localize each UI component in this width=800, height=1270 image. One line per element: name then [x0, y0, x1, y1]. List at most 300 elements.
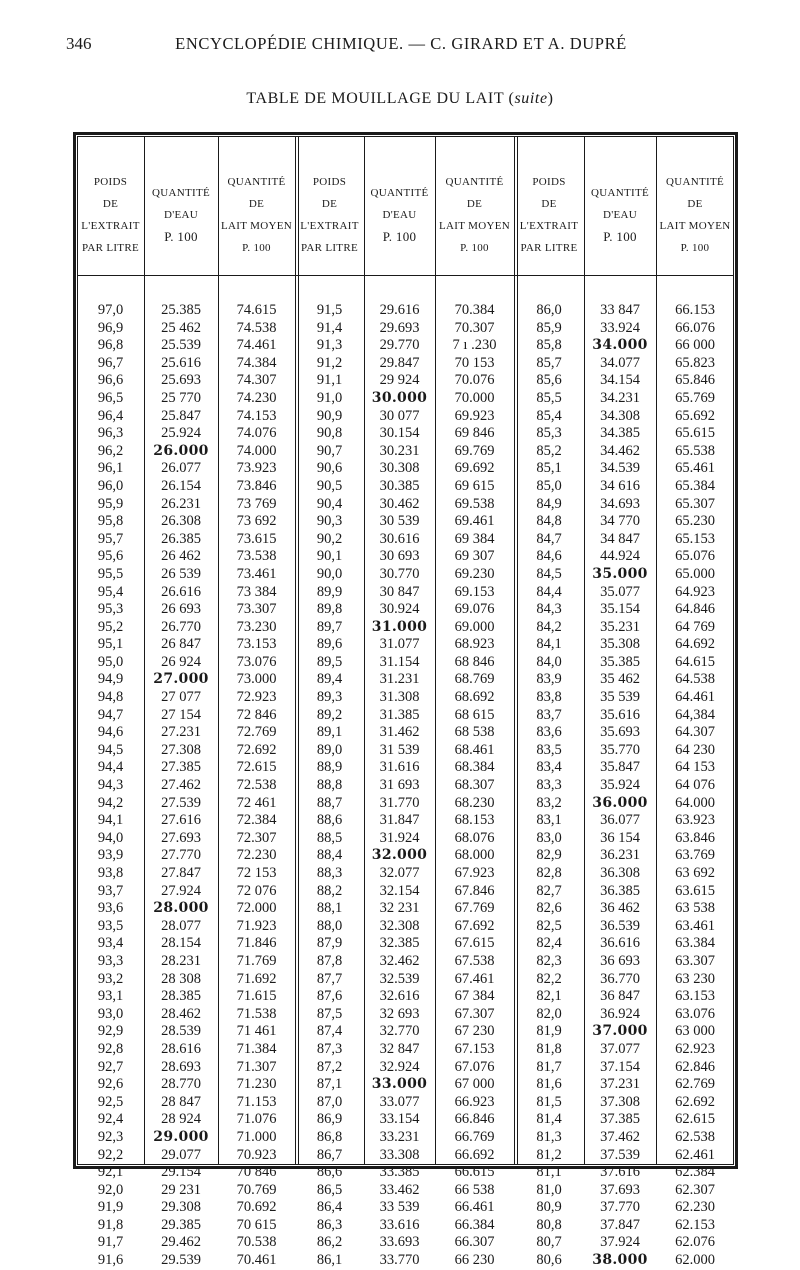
table-cell: 65.307: [675, 495, 715, 512]
table-cell: 92,1: [97, 1164, 124, 1181]
table-cell: 64.307: [675, 724, 715, 741]
table-cell: 31.847: [379, 812, 420, 829]
table-cell: 95,5: [97, 565, 124, 582]
table-cell: 73.153: [236, 636, 277, 653]
table-cell: 64 076: [675, 777, 715, 794]
table-cell: 85,7: [536, 354, 562, 371]
table-cell: 68 615: [454, 706, 495, 723]
table-cell: 73.000: [236, 671, 277, 688]
table-cell: 32.924: [379, 1058, 420, 1075]
table-cell: 34.000: [592, 337, 648, 354]
table-cell: 95,7: [97, 530, 124, 547]
table-cell: 82,2: [536, 970, 562, 987]
column-header-line: QUANTITÉ: [370, 187, 429, 199]
table-cell: 85,3: [536, 425, 562, 442]
table-cell: 32.539: [379, 970, 420, 987]
column-header: [144, 160, 218, 270]
table-cell: 72 846: [236, 706, 277, 723]
table-cell: 89,5: [316, 653, 343, 670]
table-cell: 34.308: [600, 407, 640, 424]
table-cell: 87,6: [316, 988, 343, 1005]
table-cell: 71.384: [236, 1040, 277, 1057]
table-cell: 65.153: [675, 530, 715, 547]
table-cell: 94,7: [97, 706, 124, 723]
table-cell: 93,3: [97, 952, 124, 969]
table-cell: 67 230: [454, 1023, 495, 1040]
table-cell: 34.154: [600, 372, 640, 389]
table-cell: 67.153: [454, 1040, 495, 1057]
table-cell: 70 153: [454, 354, 495, 371]
table-cell: 66.153: [675, 302, 715, 318]
table-cell: 68.692: [454, 689, 495, 706]
table-cell: 34 770: [600, 513, 640, 530]
header-separator: [77, 275, 734, 276]
table-cell: 74.076: [236, 425, 277, 442]
table-cell: 73.538: [236, 548, 277, 565]
table-cell: 84,6: [536, 548, 562, 565]
column-header: [435, 160, 514, 270]
table-cell: 93,5: [97, 917, 124, 934]
column-header: [514, 160, 584, 270]
table-cell: 87,3: [316, 1040, 343, 1057]
table-cell: 63 230: [675, 970, 715, 987]
table-cell: 71.230: [236, 1076, 277, 1093]
table-cell: 32.000: [371, 847, 428, 864]
table-cell: 33.616: [379, 1216, 420, 1233]
table-cell: 91,7: [97, 1234, 124, 1251]
table-cell: 84,7: [536, 530, 562, 547]
table-cell: 70 846: [236, 1164, 277, 1181]
column-header-line: D'EAU: [163, 209, 199, 221]
table-cell: 85,1: [536, 460, 562, 477]
column-header-line: QUANTITÉ: [152, 187, 210, 199]
table-cell: 87,7: [316, 970, 343, 987]
table-cell: 33.924: [600, 319, 640, 336]
table-cell: 85,5: [536, 389, 562, 406]
table-cell: 70.923: [236, 1146, 277, 1163]
column-header-line: DE: [466, 198, 483, 210]
table-cell: 32 693: [379, 1005, 420, 1022]
table-cell: 84,0: [536, 653, 562, 670]
table-cell: 95,6: [97, 548, 124, 565]
table-cell: 90,3: [316, 513, 343, 530]
table-cell: 63.769: [675, 847, 715, 864]
table-cell: 65.692: [675, 407, 715, 424]
table-cell: 87,2: [316, 1058, 343, 1075]
table-cell: 44.924: [600, 548, 640, 565]
table-cell: 83,5: [536, 741, 562, 758]
column-header-line: PAR LITRE: [520, 242, 578, 254]
table-cell: 86,3: [316, 1216, 343, 1233]
table-cell: 33.000: [371, 1076, 428, 1093]
table-cell: 96,6: [97, 372, 124, 389]
column-header: [295, 160, 364, 270]
table-cell: 64.692: [675, 636, 715, 653]
table-cell: 30.231: [379, 442, 420, 459]
table-cell: 37.770: [600, 1199, 640, 1216]
table-cell: 65.461: [675, 460, 715, 477]
table-cell: 62.615: [675, 1111, 715, 1128]
table-cell: 82,9: [536, 847, 562, 864]
table-cell: 34.077: [600, 354, 640, 371]
table-cell: 36.770: [600, 970, 640, 987]
table-cell: 70.076: [454, 372, 495, 389]
table-cell: 69.923: [454, 407, 495, 424]
table-cell: 71.076: [236, 1111, 277, 1128]
table-cell: 35 462: [600, 671, 640, 688]
column-header-line: L'EXTRAIT: [300, 220, 359, 232]
table-cell: 87,8: [316, 952, 343, 969]
table-cell: 34.462: [600, 442, 640, 459]
table-cell: 25 462: [161, 319, 201, 336]
table-cell: 64.846: [675, 601, 715, 618]
table-title: [0, 90, 800, 108]
table-cell: 67.538: [454, 952, 495, 969]
table-cell: 68.230: [454, 794, 495, 811]
table-cell: 25.693: [161, 372, 201, 389]
table-cell: 33.462: [379, 1181, 420, 1198]
table-cell: 83,6: [536, 724, 562, 741]
table-cell: 66 230: [454, 1252, 495, 1269]
table-cell: 27.385: [161, 759, 201, 776]
table-cell: 33.077: [379, 1093, 420, 1110]
table-cell: 82,4: [536, 935, 562, 952]
table-cell: 26.770: [161, 618, 201, 635]
table-cell: 28 308: [161, 970, 201, 987]
table-cell: 62.538: [675, 1128, 715, 1145]
table-cell: 81,9: [536, 1023, 562, 1040]
table-cell: 87,1: [316, 1076, 343, 1093]
table-cell: 29.154: [161, 1164, 201, 1181]
table-cell: 36 847: [600, 988, 640, 1005]
table-cell: 91,9: [97, 1199, 124, 1216]
column-header-line: POIDS: [312, 176, 347, 188]
table-cell: 35.385: [600, 653, 640, 670]
column-header-line: POIDS: [93, 176, 128, 188]
table-cell: 67.076: [454, 1058, 495, 1075]
table-cell: 26.000: [153, 442, 209, 459]
table-cell: 28.385: [161, 988, 201, 1005]
table-cell: 37.616: [600, 1164, 640, 1181]
table-cell: 35.000: [592, 565, 648, 582]
table-cell: 38.000: [592, 1252, 648, 1269]
column-header-line: P. 100: [242, 242, 271, 254]
table-cell: 73.461: [236, 565, 277, 582]
table-cell: 96,3: [97, 425, 124, 442]
table-cell: 92,5: [97, 1093, 124, 1110]
table-cell: 90,9: [316, 407, 343, 424]
table-cell: 85,8: [536, 337, 562, 354]
table-cell: 94,8: [97, 689, 124, 706]
table-cell: 95,2: [97, 618, 124, 635]
table-cell: 92,3: [97, 1128, 124, 1145]
table-cell: 91,6: [97, 1252, 124, 1269]
table-cell: 89,4: [316, 671, 343, 688]
table-cell: 73.076: [236, 653, 277, 670]
table-cell: 31.770: [379, 794, 420, 811]
table-column: [77, 302, 144, 1270]
table-cell: 70.461: [236, 1252, 277, 1269]
table-cell: 68.923: [454, 636, 495, 653]
table-cell: 91,0: [316, 389, 343, 406]
table-cell: 90,4: [316, 495, 343, 512]
table-cell: 26.154: [161, 477, 201, 494]
table-cell: 29 924: [379, 372, 420, 389]
table-cell: 94,5: [97, 741, 124, 758]
table-cell: 84,9: [536, 495, 562, 512]
table-cell: 93,1: [97, 988, 124, 1005]
table-cell: 66.692: [454, 1146, 495, 1163]
table-cell: 81,7: [536, 1058, 562, 1075]
table-cell: 70.769: [236, 1181, 277, 1198]
table-cell: 29.539: [161, 1252, 201, 1269]
table-cell: 73 769: [236, 495, 277, 512]
table-cell: 87,5: [316, 1005, 343, 1022]
table-cell: 94,4: [97, 759, 124, 776]
table-cell: 82,3: [536, 952, 562, 969]
table-cell: 64,384: [675, 706, 715, 723]
table-cell: 86,1: [316, 1252, 343, 1269]
table-cell: 66.769: [454, 1128, 495, 1145]
table-cell: 27 154: [161, 706, 201, 723]
table-cell: 92,4: [97, 1111, 124, 1128]
table-cell: 93,8: [97, 865, 124, 881]
table-cell: 90,8: [316, 425, 343, 442]
table-cell: 37.308: [600, 1093, 640, 1110]
table-cell: 67.846: [454, 882, 495, 899]
table-cell: 27.462: [161, 777, 201, 794]
table-cell: 63 692: [675, 865, 715, 881]
column-header: [364, 160, 435, 270]
table-cell: 71 461: [236, 1023, 277, 1040]
table-cell: 85,9: [536, 319, 562, 336]
table-cell: 74.461: [236, 337, 277, 354]
table-cell: 63.846: [675, 829, 715, 846]
table-cell: 96,2: [97, 442, 124, 459]
table-cell: 28 847: [161, 1093, 201, 1110]
table-cell: 32.308: [379, 917, 420, 934]
table-cell: 74.153: [236, 407, 277, 424]
table-cell: 89,6: [316, 636, 343, 653]
table-cell: 74.307: [236, 372, 277, 389]
table-cell: 84,2: [536, 618, 562, 635]
table-cell: 32.077: [379, 865, 420, 881]
table-cell: 66.923: [454, 1093, 495, 1110]
table-cell: 29.462: [161, 1234, 201, 1251]
table-cell: 69.538: [454, 495, 495, 512]
table-cell: 89,2: [316, 706, 343, 723]
table-cell: 95,1: [97, 636, 124, 653]
table-column: [295, 302, 364, 1270]
table-cell: 83,7: [536, 706, 562, 723]
table-cell: 31 693: [379, 777, 420, 794]
table-cell: 35.231: [600, 618, 640, 635]
table-cell: 91,4: [316, 319, 343, 336]
table-cell: 26 924: [161, 653, 201, 670]
table-cell: 88,5: [316, 829, 343, 846]
table-cell: 32 847: [379, 1040, 420, 1057]
table-cell: 66.076: [675, 319, 715, 336]
table-cell: 7 ı .230: [452, 337, 497, 354]
table-cell: 69 846: [454, 425, 495, 442]
table-cell: 28.231: [161, 952, 201, 969]
table-cell: 73 692: [236, 513, 277, 530]
table-cell: 28.539: [161, 1023, 201, 1040]
column-header-line: DE: [248, 198, 265, 210]
table-cell: 29.308: [161, 1199, 201, 1216]
table-cell: 88,2: [316, 882, 343, 899]
table-cell: 27 077: [161, 689, 201, 706]
column-header-line: DE: [541, 198, 557, 210]
table-column: [435, 302, 514, 1270]
table-cell: 36.077: [600, 812, 640, 829]
table-cell: 29 231: [161, 1181, 201, 1198]
column-header-line: PAR LITRE: [81, 242, 139, 254]
column-header-line: LAIT MOYEN: [439, 220, 510, 232]
column-header-line: DE: [102, 198, 119, 210]
table-cell: 71.000: [236, 1128, 277, 1145]
table-cell: 72.384: [236, 812, 277, 829]
table-cell: 87,0: [316, 1093, 343, 1110]
table-cell: 73.846: [236, 477, 277, 494]
table-cell: 88,7: [316, 794, 343, 811]
table-column: [584, 302, 656, 1270]
table-cell: 88,8: [316, 777, 343, 794]
table-cell: 28.693: [161, 1058, 201, 1075]
table-cell: 86,6: [316, 1164, 343, 1181]
table-cell: 69.000: [454, 618, 495, 635]
table-cell: 31.000: [371, 618, 428, 635]
table-title-main: TABLE DE MOUILLAGE DU LAIT (: [246, 90, 515, 107]
table-cell: 27.616: [161, 812, 201, 829]
table-cell: 68.384: [454, 759, 495, 776]
table-cell: 30.462: [379, 495, 420, 512]
table-cell: 33.693: [379, 1234, 420, 1251]
column-header-line: PAR LITRE: [300, 242, 358, 254]
table-cell: 83,9: [536, 671, 562, 688]
table-cell: 68.461: [454, 741, 495, 758]
table-cell: 37.385: [600, 1111, 640, 1128]
table-cell: 71.307: [236, 1058, 277, 1075]
table-cell: 62.153: [675, 1216, 715, 1233]
table-cell: 35 539: [600, 689, 640, 706]
table-cell: 88,6: [316, 812, 343, 829]
table-cell: 35.770: [600, 741, 640, 758]
table-cell: 35.924: [600, 777, 640, 794]
table-cell: 32.385: [379, 935, 420, 952]
table-cell: 73 384: [236, 583, 277, 600]
table-cell: 66.307: [454, 1234, 495, 1251]
table-cell: 87,4: [316, 1023, 343, 1040]
table-cell: 94,0: [97, 829, 124, 846]
table-cell: 70 615: [236, 1216, 277, 1233]
table-cell: 90,7: [316, 442, 343, 459]
column-header-line: LAIT MOYEN: [221, 220, 292, 232]
table-cell: 32.770: [379, 1023, 420, 1040]
table-cell: 96,4: [97, 407, 124, 424]
column-header-line: QUANTITÉ: [591, 187, 649, 199]
table-cell: 66 000: [675, 337, 715, 354]
table-cell: 33.154: [379, 1111, 420, 1128]
table-cell: 93,6: [97, 900, 124, 917]
table-cell: 83,1: [536, 812, 562, 829]
table-column: [514, 302, 584, 1270]
table-cell: 29.770: [379, 337, 420, 354]
table-cell: 68.076: [454, 829, 495, 846]
table-cell: 26 847: [161, 636, 201, 653]
table-cell: 64.615: [675, 653, 715, 670]
table-cell: 72 076: [236, 882, 277, 899]
table-cell: 93,7: [97, 882, 124, 899]
table-cell: 67.615: [454, 935, 495, 952]
table-cell: 90,5: [316, 477, 343, 494]
table-cell: 81,4: [536, 1111, 562, 1128]
table-cell: 36.616: [600, 935, 640, 952]
table-cell: 28.077: [161, 917, 201, 934]
table-cell: 86,9: [316, 1111, 343, 1128]
table-cell: 63.461: [675, 917, 715, 934]
table-cell: 33.770: [379, 1252, 420, 1269]
table-cell: 62.384: [675, 1164, 715, 1181]
table-cell: 63 000: [675, 1023, 715, 1040]
table-cell: 69.692: [454, 460, 495, 477]
table-cell: 74.538: [236, 319, 277, 336]
table-cell: 89,1: [316, 724, 343, 741]
table-cell: 31.154: [379, 653, 420, 670]
table-cell: 81,0: [536, 1181, 562, 1198]
table-cell: 91,8: [97, 1216, 124, 1233]
table-cell: 37.000: [592, 1023, 648, 1040]
table-cell: 96,5: [97, 389, 124, 406]
table-cell: 96,9: [97, 319, 124, 336]
table-cell: 30 693: [379, 548, 420, 565]
table-cell: 65.384: [675, 477, 715, 494]
column-header-line: QUANTITÉ: [666, 176, 724, 188]
table-cell: 82,1: [536, 988, 562, 1005]
table-cell: 90,0: [316, 565, 343, 582]
table-cell: 37.231: [600, 1076, 640, 1093]
table-cell: 80,8: [536, 1216, 562, 1233]
table-cell: 93,4: [97, 935, 124, 952]
table-cell: 74.000: [236, 442, 277, 459]
table-column: [144, 302, 218, 1270]
table-cell: 32 231: [379, 900, 420, 917]
table-cell: 29.847: [379, 354, 420, 371]
table-cell: 37.077: [600, 1040, 640, 1057]
table-cell: 68 846: [454, 653, 495, 670]
table-cell: 85,2: [536, 442, 562, 459]
column-header: [656, 160, 734, 270]
table-cell: 63.615: [675, 882, 715, 899]
table-cell: 28.000: [153, 900, 209, 917]
table-cell: 35.077: [600, 583, 640, 600]
table-cell: 62.307: [675, 1181, 715, 1198]
table-cell: 86,5: [316, 1181, 343, 1198]
table-cell: 95,0: [97, 653, 124, 670]
page-number: 346: [66, 34, 92, 53]
table-cell: 91,1: [316, 372, 343, 389]
table-cell: 30 539: [379, 513, 420, 530]
table-cell: 27.308: [161, 741, 201, 758]
table-cell: 62.923: [675, 1040, 715, 1057]
table-cell: 69.230: [454, 565, 495, 582]
table-cell: 73.230: [236, 618, 277, 635]
table-cell: 26 462: [161, 548, 201, 565]
table-cell: 67.923: [454, 865, 495, 881]
table-cell: 64.538: [675, 671, 715, 688]
column-header-line: P. 100: [382, 229, 417, 244]
table-cell: 36 693: [600, 952, 640, 969]
